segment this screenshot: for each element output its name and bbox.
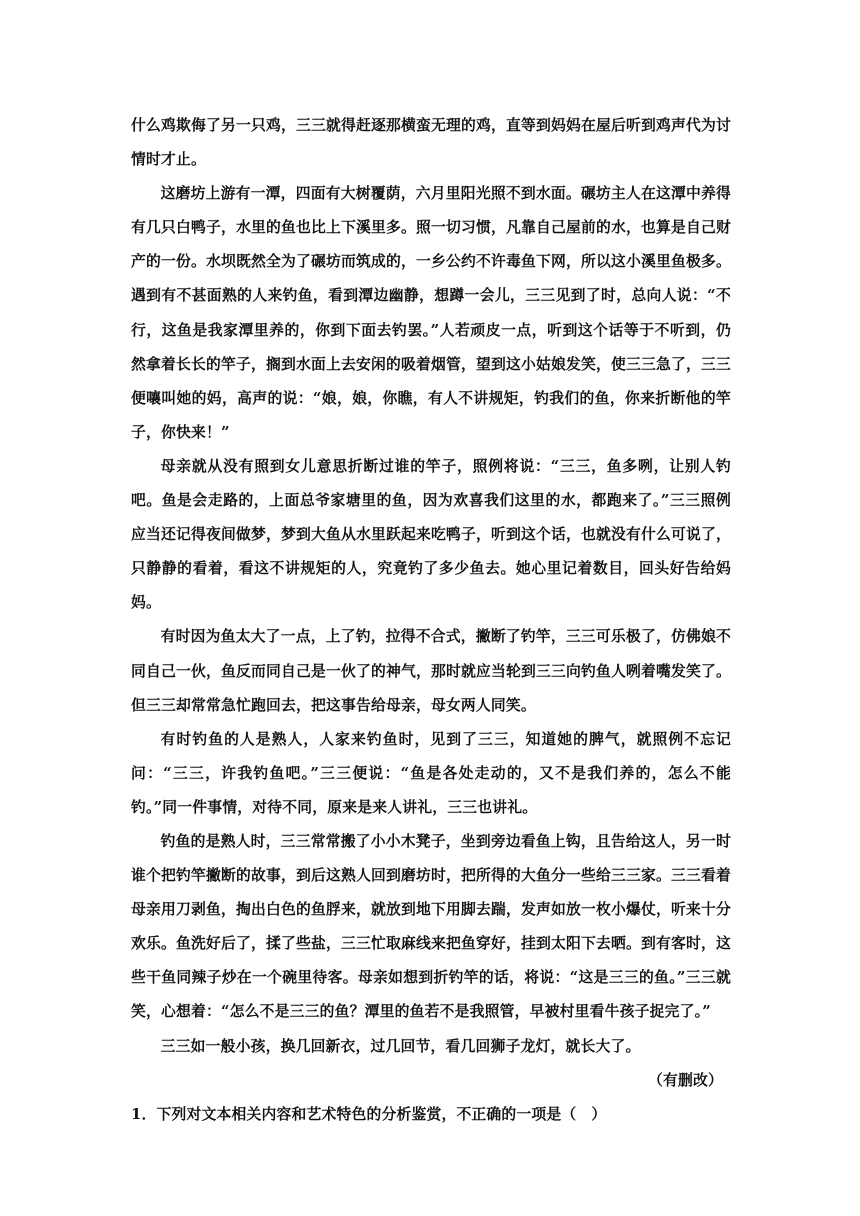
paragraph: 这磨坊上游有一潭，四面有大树覆荫，六月里阳光照不到水面。碾坊主人在这潭中养得有几只白鸭子，水里的鱼也比上下溪里多。照一切习惯，凡靠自己屋前的水，也算是自己财产的一份。水坝既然全为了碾坊而筑成的，一乡公约不许毒鱼下网，所以这小溪里鱼极多。遇到有不甚面熟的人来钓鱼，看到潭边幽静，想蹲一会儿，三三见到了时，总向人说：“不行，这鱼是我家潭里养的，你到下面去钓罢。”人若顽皮一点，听到这个话等于不听到，仍然拿着长长的竿子，搁到水面上去安闲的吸着烟管，望到这小姑娘发笑，使三三急了，三三便嚷叫她的妈，高声的说：“娘，娘，你瞧，有人不讲规矩，钓我们的鱼，你来折断他的竿子，你快来！” [131,185,731,441]
question-text: 下列对文本相关内容和艺术特色的分析鉴赏，不正确的一项是（ ） [156,1105,607,1123]
paragraph: 什么鸡欺侮了另一只鸡，三三就得赶逐那横蛮无理的鸡，直等到妈妈在屋后听到鸡声代为讨情时才止。 [131,117,731,169]
document-content [131,109,731,1132]
source-note: （有删改） [648,1071,723,1089]
paragraph: 母亲就从没有照到女儿意思折断过谁的竿子，照例将说：“三三，鱼多咧，让别人钓吧。鱼是会走路的，上面总爷家塘里的鱼，因为欢喜我们这里的水，都跑来了。”三三照例应当还记得夜间做梦，梦到大鱼从水里跃起来吃鸭子，听到这个话，也就没有什么可说了，只静静的看着，看这不讲规矩的人，究竟钓了多少鱼去。她心里记着数目，回头好告给妈妈。 [131,457,731,612]
paragraph: 有时钓鱼的人是熟人，人家来钓鱼时，见到了三三，知道她的脾气，就照例不忘记问：“三三，许我钓鱼吧。”三三便说：“鱼是各处走动的，又不是我们养的，怎么不能钓。”同一件事情，对待不同，原来是来人讲礼，三三也讲礼。 [131,730,731,816]
paragraph: 三三如一般小孩，换几回新衣，过几回节，看几回狮子龙灯，就长大了。 [160,1037,641,1055]
passage [131,109,731,1064]
question-1 [131,1098,731,1132]
paragraph: 有时因为鱼太大了一点，上了钓，拉得不合式，撇断了钓竿，三三可乐极了，仿佛娘不同自己一伙，鱼反而同自己是一伙了的神气，那时就应当轮到三三向钓鱼人咧着嘴发笑了。但三三却常常急忙跑回去，把这事告给母亲，母女两人同笑。 [131,628,731,714]
question-number: 1． [131,1105,157,1123]
paragraph: 钓鱼的是熟人时，三三常常搬了小小木凳子，坐到旁边看鱼上钩，且告给这人，另一时谁个把钓竿撇断的故事，到后这熟人回到磨坊时，把所得的大鱼分一些给三三家。三三看着母亲用刀剥鱼，掏出白色的鱼脬来，就放到地下用脚去踹，发声如放一枚小爆仗，听来十分欢乐。鱼洗好后了，揉了些盐，三三忙取麻线来把鱼穿好，挂到太阳下去晒。到有客时，这些干鱼同辣子炒在一个碗里待客。母亲如想到折钓竿的话，将说：“这是三三的鱼。”三三就笑，心想着：“怎么不是三三的鱼？潭里的鱼若不是我照管，早被村里看牛孩子捉完了。” [131,832,731,1021]
